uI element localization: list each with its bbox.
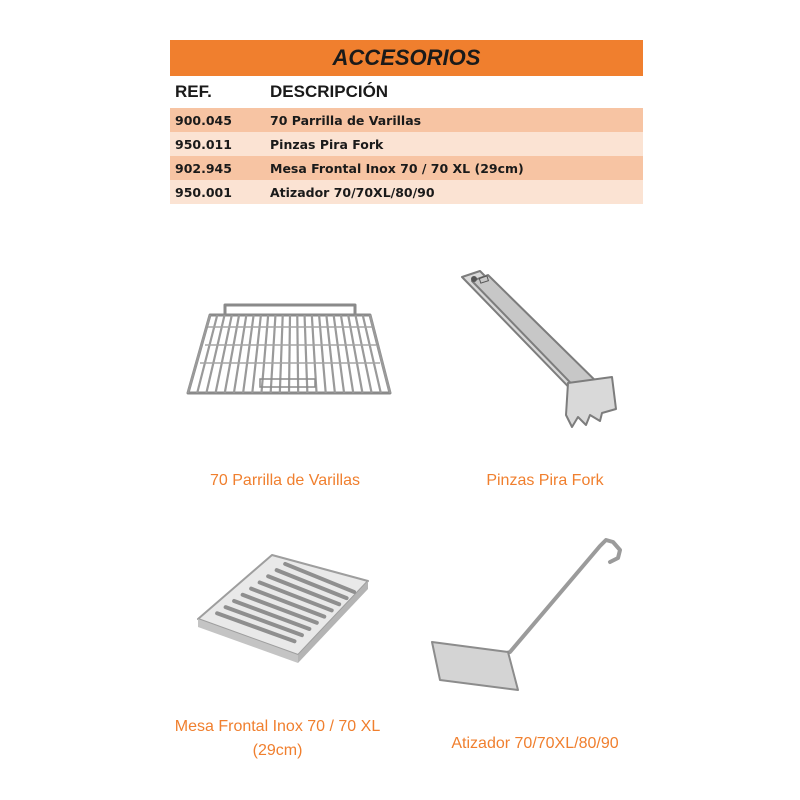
header-ref: REF. <box>175 82 212 101</box>
table-row <box>170 132 643 156</box>
table-header <box>170 76 643 108</box>
row-ref: 902.945 <box>175 160 232 176</box>
product-caption: Atizador 70/70XL/80/90 <box>451 735 619 752</box>
table-row <box>170 180 643 204</box>
row-description: 70 Parrilla de Varillas <box>270 112 422 128</box>
row-description: Mesa Frontal Inox 70 / 70 XL (29cm) <box>270 160 524 176</box>
grill-grate-icon <box>180 295 400 405</box>
row-description: Atizador 70/70XL/80/90 <box>270 184 435 200</box>
table-row <box>170 108 643 132</box>
product-caption <box>165 715 390 763</box>
table-title: ACCESORIOS <box>170 40 643 76</box>
poker-icon <box>420 520 640 710</box>
front-table-icon <box>190 545 380 675</box>
caption-line: Mesa Frontal Inox 70 / 70 XL <box>174 718 381 735</box>
tongs-fork-icon <box>450 265 630 445</box>
table-row <box>170 156 643 180</box>
row-ref: 900.045 <box>175 112 232 128</box>
row-ref: 950.001 <box>175 184 232 200</box>
product-caption: 70 Parrilla de Varillas <box>210 472 360 489</box>
header-description: DESCRIPCIÓN <box>270 82 389 101</box>
accessories-table <box>170 40 643 204</box>
caption-line: (29cm) <box>252 742 303 759</box>
row-ref: 950.011 <box>175 136 232 152</box>
product-caption: Pinzas Pira Fork <box>486 472 604 489</box>
row-description: Pinzas Pira Fork <box>270 136 384 152</box>
